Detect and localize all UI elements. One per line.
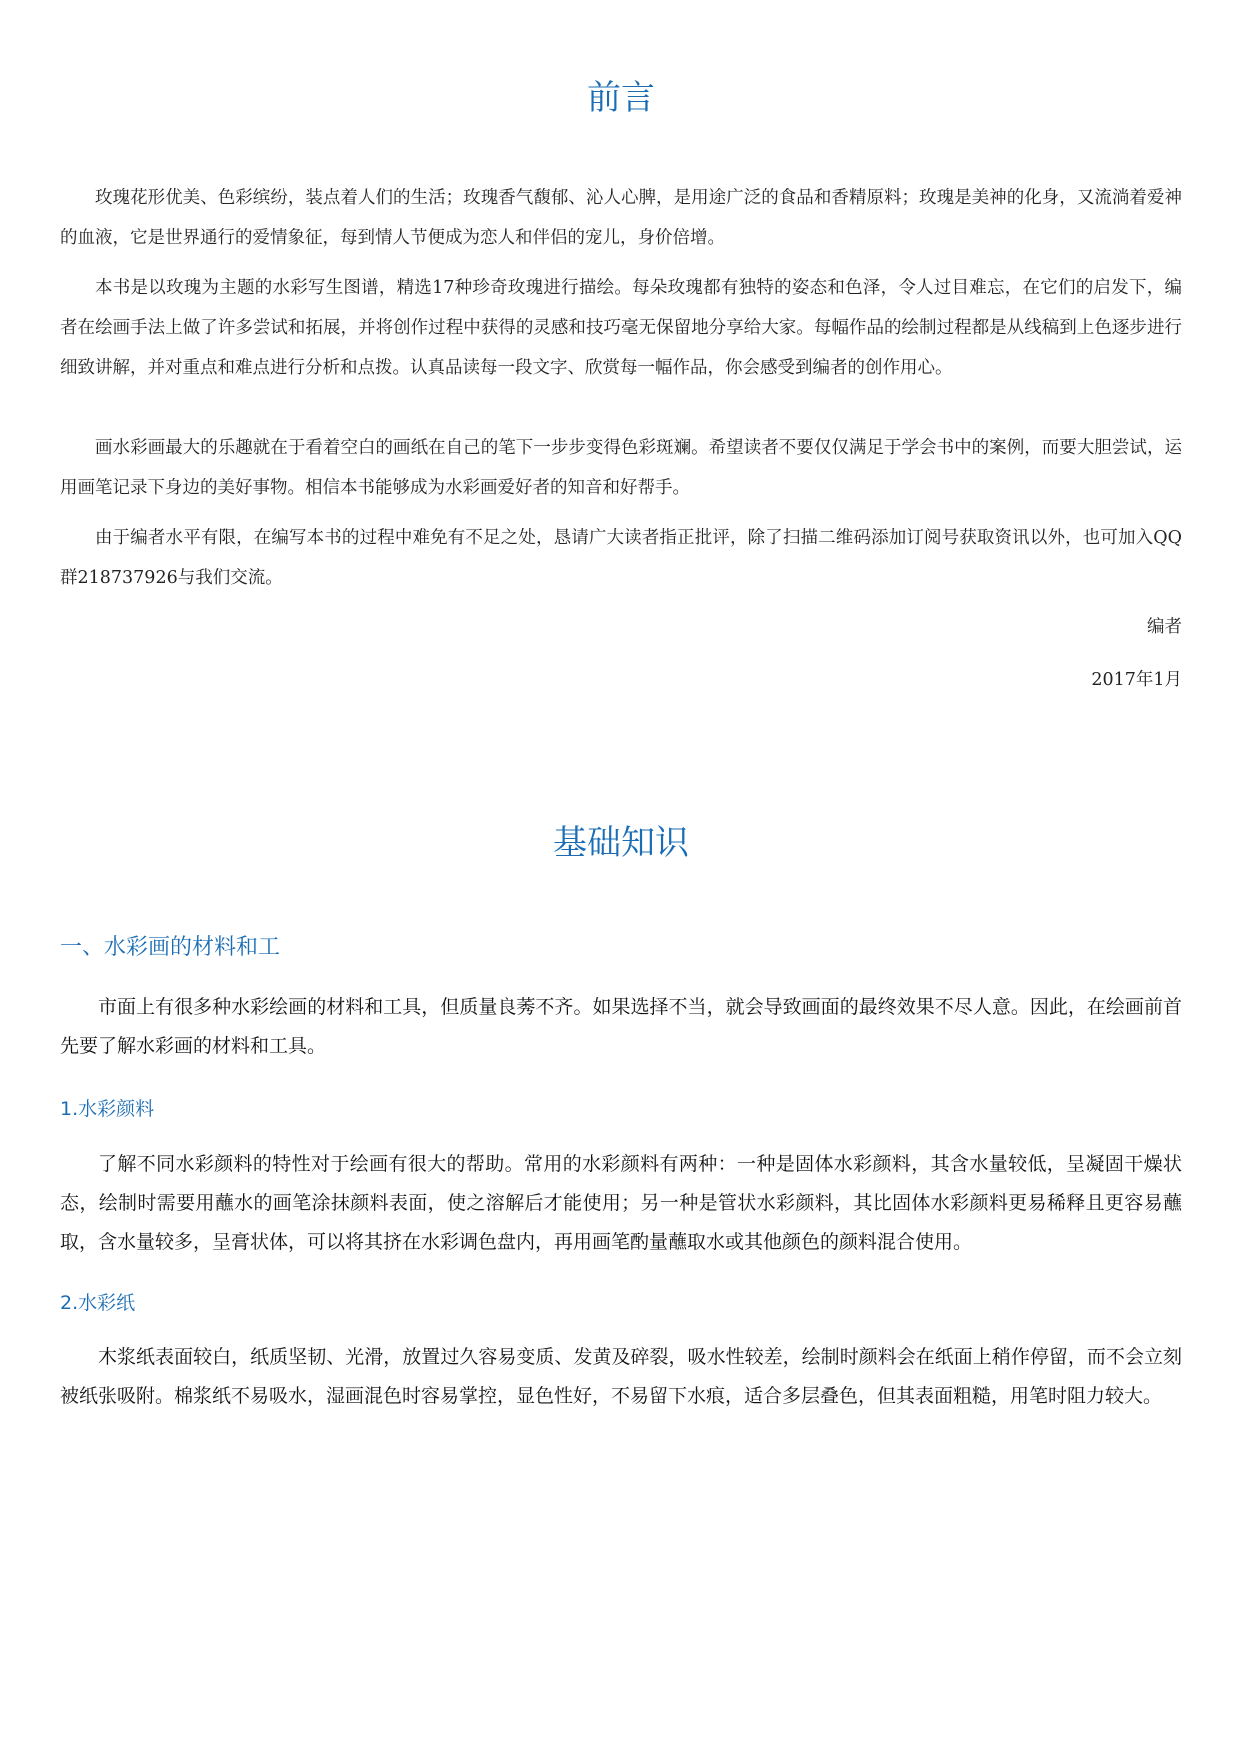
subsection-heading-paper: 2.水彩纸 — [60, 1292, 136, 1314]
preface-paragraph-4: 由于编者水平有限，在编写本书的过程中难免有不足之处，恳请广大读者指正批评，除了扫描二维码添加订阅号获取资讯以外，也可加入QQ群218737926与我们交流。 — [60, 528, 1182, 588]
preface-title: 前言 — [587, 78, 655, 118]
preface-date: 2017年1月 — [1091, 670, 1182, 690]
subsection-heading-paints: 1.水彩颜料 — [60, 1098, 155, 1120]
preface-signature: 编者 — [1147, 617, 1182, 637]
paper-paragraph: 木浆纸表面较白，纸质坚韧、光滑，放置过久容易变质、发黄及碎裂，吸水性较差，绘制时颜料会在纸面上稍作停留，而不会立刻被纸张吸附。棉浆纸不易吸水，湿画混色时容易掌控，显色性好，不易留下水痕，适合多层叠色，但其表面粗糙，用笔时阻力较大。 — [60, 1346, 1182, 1407]
preface-paragraph-1: 玫瑰花形优美、色彩缤纷，装点着人们的生活；玫瑰香气馥郁、沁人心脾，是用途广泛的食品和香精原料；玫瑰是美神的化身，又流淌着爱神的血液，它是世界通行的爱情象征，每到情人节便成为恋人和伴侣的宠儿，身价倍增。 — [60, 188, 1182, 248]
preface-paragraph-3: 画水彩画最大的乐趣就在于看着空白的画纸在自己的笔下一步步变得色彩斑斓。希望读者不要仅仅满足于学会书中的案例，而要大胆尝试，运用画笔记录下身边的美好事物。相信本书能够成为水彩画爱好者的知音和好帮手。 — [60, 438, 1182, 498]
preface-paragraph-2: 本书是以玫瑰为主题的水彩写生图谱，精选17种珍奇玫瑰进行描绘。每朵玫瑰都有独特的姿态和色泽，令人过目难忘，在它们的启发下，编者在绘画手法上做了许多尝试和拓展，并将创作过程中获得的灵感和技巧毫无保留地分享给大家。每幅作品的绘制过程都是从线稿到上色逐步进行细致讲解，并对重点和难点进行分析和点拨。认真品读每一段文字、欣赏每一幅作品，你会感受到编者的创作用心。 — [60, 278, 1182, 378]
paints-paragraph: 了解不同水彩颜料的特性对于绘画有很大的帮助。常用的水彩颜料有两种：一种是固体水彩颜料，其含水量较低，呈凝固干燥状态，绘制时需要用蘸水的画笔涂抹颜料表面，使之溶解后才能使用；另一种是管状水彩颜料，其比固体水彩颜料更易稀释且更容易蘸取，含水量较多，呈膏状体，可以将其挤在水彩调色盘内，再用画笔酌量蘸取水或其他颜色的颜料混合使用。 — [60, 1153, 1182, 1253]
basics-title: 基础知识 — [553, 823, 689, 863]
section-heading-materials: 一、水彩画的材料和工 — [60, 935, 281, 960]
materials-intro-paragraph: 市面上有很多种水彩绘画的材料和工具，但质量良莠不齐。如果选择不当，就会导致画面的最终效果不尽人意。因此，在绘画前首先要了解水彩画的材料和工具。 — [60, 996, 1182, 1057]
